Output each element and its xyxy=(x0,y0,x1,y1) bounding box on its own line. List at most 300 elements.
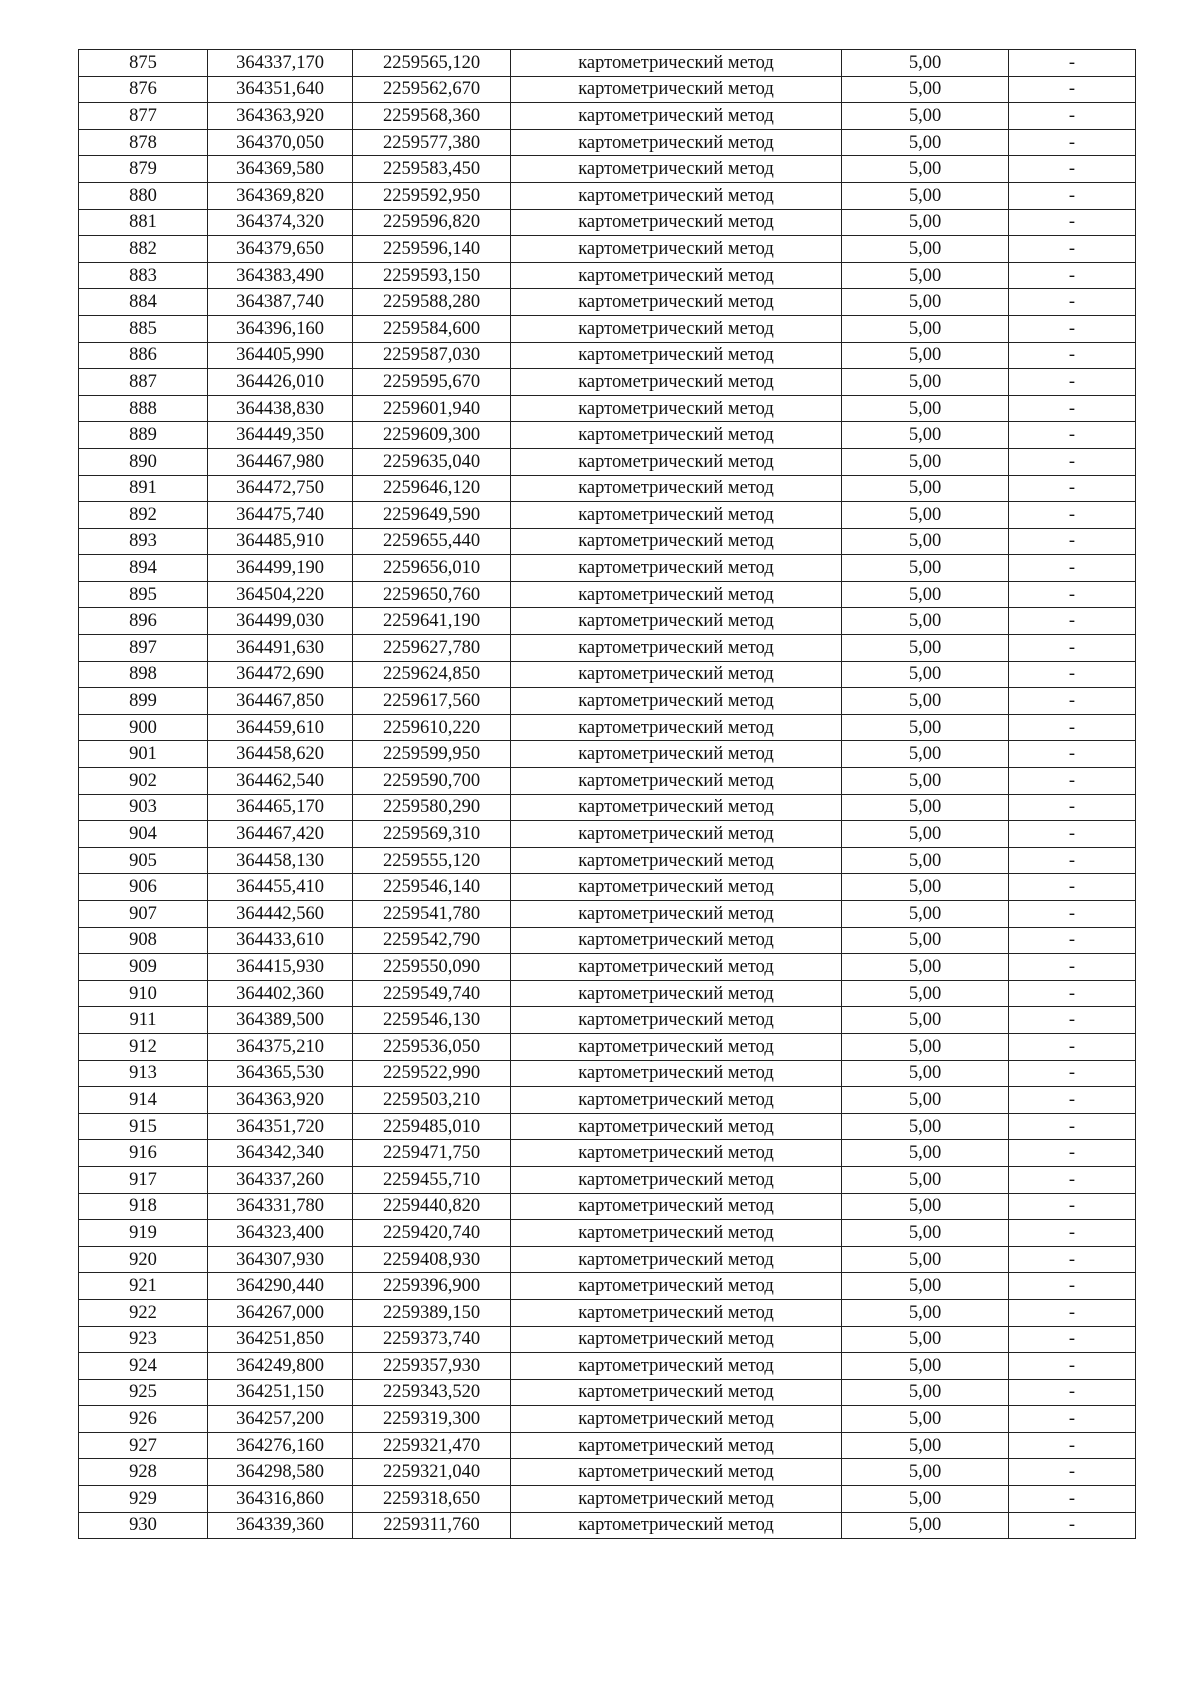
cell-note: - xyxy=(1009,581,1136,608)
cell-y-coordinate: 2259549,740 xyxy=(353,980,511,1007)
cell-method: картометрический метод xyxy=(511,156,842,183)
cell-y-coordinate: 2259562,670 xyxy=(353,76,511,103)
cell-note: - xyxy=(1009,1406,1136,1433)
table-row xyxy=(79,1432,1136,1459)
cell-method: картометрический метод xyxy=(511,768,842,795)
cell-accuracy: 5,00 xyxy=(842,1353,1009,1380)
cell-y-coordinate: 2259389,150 xyxy=(353,1299,511,1326)
cell-point-number: 924 xyxy=(79,1353,208,1380)
cell-x-coordinate: 364379,650 xyxy=(208,236,353,263)
cell-note: - xyxy=(1009,182,1136,209)
cell-y-coordinate: 2259542,790 xyxy=(353,927,511,954)
cell-point-number: 910 xyxy=(79,980,208,1007)
cell-method: картометрический метод xyxy=(511,475,842,502)
cell-x-coordinate: 364426,010 xyxy=(208,369,353,396)
cell-x-coordinate: 364472,750 xyxy=(208,475,353,502)
cell-x-coordinate: 364337,170 xyxy=(208,50,353,77)
cell-note: - xyxy=(1009,1273,1136,1300)
cell-note: - xyxy=(1009,1060,1136,1087)
cell-y-coordinate: 2259584,600 xyxy=(353,315,511,342)
cell-x-coordinate: 364475,740 xyxy=(208,502,353,529)
cell-accuracy: 5,00 xyxy=(842,528,1009,555)
cell-note: - xyxy=(1009,236,1136,263)
cell-accuracy: 5,00 xyxy=(842,1220,1009,1247)
cell-x-coordinate: 364396,160 xyxy=(208,315,353,342)
cell-accuracy: 5,00 xyxy=(842,209,1009,236)
cell-point-number: 904 xyxy=(79,821,208,848)
cell-accuracy: 5,00 xyxy=(842,1379,1009,1406)
cell-y-coordinate: 2259455,710 xyxy=(353,1166,511,1193)
cell-accuracy: 5,00 xyxy=(842,129,1009,156)
cell-y-coordinate: 2259590,700 xyxy=(353,768,511,795)
table-row xyxy=(79,768,1136,795)
cell-note: - xyxy=(1009,1033,1136,1060)
cell-note: - xyxy=(1009,342,1136,369)
cell-method: картометрический метод xyxy=(511,528,842,555)
cell-y-coordinate: 2259396,900 xyxy=(353,1273,511,1300)
cell-x-coordinate: 364491,630 xyxy=(208,635,353,662)
cell-accuracy: 5,00 xyxy=(842,1087,1009,1114)
cell-point-number: 884 xyxy=(79,289,208,316)
cell-x-coordinate: 364370,050 xyxy=(208,129,353,156)
cell-x-coordinate: 364307,930 xyxy=(208,1246,353,1273)
cell-note: - xyxy=(1009,1140,1136,1167)
cell-note: - xyxy=(1009,821,1136,848)
cell-y-coordinate: 2259587,030 xyxy=(353,342,511,369)
cell-accuracy: 5,00 xyxy=(842,236,1009,263)
table-row xyxy=(79,475,1136,502)
table-row xyxy=(79,1246,1136,1273)
cell-point-number: 929 xyxy=(79,1486,208,1513)
cell-accuracy: 5,00 xyxy=(842,156,1009,183)
cell-method: картометрический метод xyxy=(511,422,842,449)
cell-method: картометрический метод xyxy=(511,1087,842,1114)
cell-point-number: 927 xyxy=(79,1432,208,1459)
cell-y-coordinate: 2259541,780 xyxy=(353,901,511,928)
cell-method: картометрический метод xyxy=(511,236,842,263)
cell-point-number: 901 xyxy=(79,741,208,768)
table-row xyxy=(79,901,1136,928)
cell-method: картометрический метод xyxy=(511,448,842,475)
cell-y-coordinate: 2259536,050 xyxy=(353,1033,511,1060)
cell-note: - xyxy=(1009,262,1136,289)
cell-point-number: 908 xyxy=(79,927,208,954)
cell-note: - xyxy=(1009,980,1136,1007)
cell-note: - xyxy=(1009,369,1136,396)
cell-accuracy: 5,00 xyxy=(842,1140,1009,1167)
table-row xyxy=(79,1512,1136,1539)
cell-y-coordinate: 2259646,120 xyxy=(353,475,511,502)
cell-note: - xyxy=(1009,103,1136,130)
cell-x-coordinate: 364369,580 xyxy=(208,156,353,183)
cell-y-coordinate: 2259588,280 xyxy=(353,289,511,316)
cell-y-coordinate: 2259408,930 xyxy=(353,1246,511,1273)
table-row xyxy=(79,1379,1136,1406)
cell-accuracy: 5,00 xyxy=(842,980,1009,1007)
cell-method: картометрический метод xyxy=(511,980,842,1007)
cell-accuracy: 5,00 xyxy=(842,768,1009,795)
cell-note: - xyxy=(1009,528,1136,555)
cell-accuracy: 5,00 xyxy=(842,688,1009,715)
cell-method: картометрический метод xyxy=(511,1033,842,1060)
cell-point-number: 919 xyxy=(79,1220,208,1247)
cell-accuracy: 5,00 xyxy=(842,50,1009,77)
cell-point-number: 898 xyxy=(79,661,208,688)
cell-note: - xyxy=(1009,555,1136,582)
table-row xyxy=(79,369,1136,396)
table-row xyxy=(79,608,1136,635)
cell-x-coordinate: 364276,160 xyxy=(208,1432,353,1459)
cell-y-coordinate: 2259593,150 xyxy=(353,262,511,289)
cell-accuracy: 5,00 xyxy=(842,289,1009,316)
table-row xyxy=(79,555,1136,582)
cell-note: - xyxy=(1009,209,1136,236)
table-row xyxy=(79,874,1136,901)
cell-note: - xyxy=(1009,927,1136,954)
cell-note: - xyxy=(1009,1007,1136,1034)
cell-y-coordinate: 2259555,120 xyxy=(353,847,511,874)
table-row xyxy=(79,1406,1136,1433)
cell-point-number: 930 xyxy=(79,1512,208,1539)
cell-note: - xyxy=(1009,714,1136,741)
cell-point-number: 926 xyxy=(79,1406,208,1433)
cell-point-number: 917 xyxy=(79,1166,208,1193)
cell-y-coordinate: 2259321,470 xyxy=(353,1432,511,1459)
cell-method: картометрический метод xyxy=(511,1220,842,1247)
cell-y-coordinate: 2259595,670 xyxy=(353,369,511,396)
cell-accuracy: 5,00 xyxy=(842,1007,1009,1034)
cell-y-coordinate: 2259503,210 xyxy=(353,1087,511,1114)
cell-note: - xyxy=(1009,608,1136,635)
cell-method: картометрический метод xyxy=(511,182,842,209)
cell-x-coordinate: 364402,360 xyxy=(208,980,353,1007)
cell-accuracy: 5,00 xyxy=(842,1512,1009,1539)
cell-point-number: 878 xyxy=(79,129,208,156)
table-row xyxy=(79,1220,1136,1247)
cell-y-coordinate: 2259522,990 xyxy=(353,1060,511,1087)
table-row xyxy=(79,395,1136,422)
cell-x-coordinate: 364290,440 xyxy=(208,1273,353,1300)
cell-y-coordinate: 2259471,750 xyxy=(353,1140,511,1167)
cell-method: картометрический метод xyxy=(511,369,842,396)
cell-point-number: 918 xyxy=(79,1193,208,1220)
cell-accuracy: 5,00 xyxy=(842,448,1009,475)
cell-point-number: 922 xyxy=(79,1299,208,1326)
cell-method: картометрический метод xyxy=(511,1432,842,1459)
cell-y-coordinate: 2259601,940 xyxy=(353,395,511,422)
cell-accuracy: 5,00 xyxy=(842,1246,1009,1273)
cell-x-coordinate: 364337,260 xyxy=(208,1166,353,1193)
cell-note: - xyxy=(1009,688,1136,715)
cell-accuracy: 5,00 xyxy=(842,342,1009,369)
cell-note: - xyxy=(1009,661,1136,688)
cell-method: картометрический метод xyxy=(511,1140,842,1167)
table-row xyxy=(79,448,1136,475)
cell-method: картометрический метод xyxy=(511,76,842,103)
cell-x-coordinate: 364458,130 xyxy=(208,847,353,874)
cell-method: картометрический метод xyxy=(511,927,842,954)
cell-method: картометрический метод xyxy=(511,794,842,821)
cell-accuracy: 5,00 xyxy=(842,714,1009,741)
cell-note: - xyxy=(1009,475,1136,502)
cell-method: картометрический метод xyxy=(511,502,842,529)
cell-method: картометрический метод xyxy=(511,1060,842,1087)
cell-x-coordinate: 364383,490 xyxy=(208,262,353,289)
cell-y-coordinate: 2259420,740 xyxy=(353,1220,511,1247)
table-row xyxy=(79,794,1136,821)
cell-y-coordinate: 2259627,780 xyxy=(353,635,511,662)
cell-x-coordinate: 364459,610 xyxy=(208,714,353,741)
cell-point-number: 879 xyxy=(79,156,208,183)
table-row xyxy=(79,1140,1136,1167)
cell-y-coordinate: 2259617,560 xyxy=(353,688,511,715)
table-row xyxy=(79,129,1136,156)
cell-method: картометрический метод xyxy=(511,1406,842,1433)
cell-point-number: 887 xyxy=(79,369,208,396)
cell-point-number: 915 xyxy=(79,1113,208,1140)
cell-x-coordinate: 364472,690 xyxy=(208,661,353,688)
table-row xyxy=(79,1193,1136,1220)
cell-method: картометрический метод xyxy=(511,874,842,901)
cell-note: - xyxy=(1009,156,1136,183)
cell-method: картометрический метод xyxy=(511,555,842,582)
cell-accuracy: 5,00 xyxy=(842,76,1009,103)
cell-accuracy: 5,00 xyxy=(842,874,1009,901)
cell-point-number: 909 xyxy=(79,954,208,981)
table-row xyxy=(79,342,1136,369)
cell-accuracy: 5,00 xyxy=(842,1486,1009,1513)
cell-x-coordinate: 364387,740 xyxy=(208,289,353,316)
cell-y-coordinate: 2259610,220 xyxy=(353,714,511,741)
table-row xyxy=(79,422,1136,449)
cell-point-number: 911 xyxy=(79,1007,208,1034)
cell-point-number: 906 xyxy=(79,874,208,901)
table-row xyxy=(79,688,1136,715)
table-row xyxy=(79,315,1136,342)
cell-x-coordinate: 364467,420 xyxy=(208,821,353,848)
cell-x-coordinate: 364365,530 xyxy=(208,1060,353,1087)
cell-x-coordinate: 364342,340 xyxy=(208,1140,353,1167)
table-row xyxy=(79,581,1136,608)
cell-note: - xyxy=(1009,315,1136,342)
cell-method: картометрический метод xyxy=(511,714,842,741)
cell-accuracy: 5,00 xyxy=(842,1060,1009,1087)
cell-x-coordinate: 364449,350 xyxy=(208,422,353,449)
cell-y-coordinate: 2259641,190 xyxy=(353,608,511,635)
cell-point-number: 891 xyxy=(79,475,208,502)
cell-method: картометрический метод xyxy=(511,1486,842,1513)
cell-method: картометрический метод xyxy=(511,847,842,874)
cell-y-coordinate: 2259546,130 xyxy=(353,1007,511,1034)
cell-point-number: 893 xyxy=(79,528,208,555)
cell-note: - xyxy=(1009,129,1136,156)
cell-note: - xyxy=(1009,1459,1136,1486)
cell-method: картометрический метод xyxy=(511,1512,842,1539)
cell-point-number: 896 xyxy=(79,608,208,635)
cell-y-coordinate: 2259440,820 xyxy=(353,1193,511,1220)
cell-x-coordinate: 364375,210 xyxy=(208,1033,353,1060)
table-row xyxy=(79,954,1136,981)
cell-y-coordinate: 2259656,010 xyxy=(353,555,511,582)
cell-accuracy: 5,00 xyxy=(842,369,1009,396)
cell-method: картометрический метод xyxy=(511,1193,842,1220)
cell-accuracy: 5,00 xyxy=(842,1299,1009,1326)
cell-accuracy: 5,00 xyxy=(842,954,1009,981)
cell-y-coordinate: 2259546,140 xyxy=(353,874,511,901)
cell-method: картометрический метод xyxy=(511,103,842,130)
cell-point-number: 892 xyxy=(79,502,208,529)
table-row xyxy=(79,1060,1136,1087)
table-row xyxy=(79,635,1136,662)
cell-y-coordinate: 2259565,120 xyxy=(353,50,511,77)
cell-accuracy: 5,00 xyxy=(842,422,1009,449)
cell-accuracy: 5,00 xyxy=(842,901,1009,928)
cell-note: - xyxy=(1009,954,1136,981)
cell-y-coordinate: 2259649,590 xyxy=(353,502,511,529)
table-row xyxy=(79,1033,1136,1060)
cell-y-coordinate: 2259635,040 xyxy=(353,448,511,475)
cell-note: - xyxy=(1009,395,1136,422)
cell-x-coordinate: 364339,360 xyxy=(208,1512,353,1539)
table-row xyxy=(79,1326,1136,1353)
cell-y-coordinate: 2259319,300 xyxy=(353,1406,511,1433)
cell-accuracy: 5,00 xyxy=(842,315,1009,342)
cell-note: - xyxy=(1009,1220,1136,1247)
table-row xyxy=(79,156,1136,183)
cell-point-number: 889 xyxy=(79,422,208,449)
cell-y-coordinate: 2259596,820 xyxy=(353,209,511,236)
cell-x-coordinate: 364363,920 xyxy=(208,1087,353,1114)
cell-note: - xyxy=(1009,1113,1136,1140)
cell-note: - xyxy=(1009,635,1136,662)
cell-accuracy: 5,00 xyxy=(842,741,1009,768)
cell-point-number: 875 xyxy=(79,50,208,77)
table-row xyxy=(79,1299,1136,1326)
table-row xyxy=(79,1486,1136,1513)
coordinates-table-body xyxy=(79,50,1136,1539)
cell-method: картометрический метод xyxy=(511,741,842,768)
cell-point-number: 897 xyxy=(79,635,208,662)
table-row xyxy=(79,980,1136,1007)
table-row xyxy=(79,1007,1136,1034)
cell-method: картометрический метод xyxy=(511,608,842,635)
cell-point-number: 877 xyxy=(79,103,208,130)
cell-accuracy: 5,00 xyxy=(842,395,1009,422)
cell-note: - xyxy=(1009,1299,1136,1326)
cell-method: картометрический метод xyxy=(511,581,842,608)
cell-x-coordinate: 364351,640 xyxy=(208,76,353,103)
table-row xyxy=(79,182,1136,209)
cell-y-coordinate: 2259583,450 xyxy=(353,156,511,183)
table-row xyxy=(79,661,1136,688)
cell-method: картометрический метод xyxy=(511,901,842,928)
cell-y-coordinate: 2259650,760 xyxy=(353,581,511,608)
cell-method: картометрический метод xyxy=(511,661,842,688)
table-row xyxy=(79,1087,1136,1114)
cell-y-coordinate: 2259580,290 xyxy=(353,794,511,821)
cell-x-coordinate: 364458,620 xyxy=(208,741,353,768)
cell-x-coordinate: 364323,400 xyxy=(208,1220,353,1247)
cell-method: картометрический метод xyxy=(511,1353,842,1380)
cell-method: картометрический метод xyxy=(511,1166,842,1193)
cell-y-coordinate: 2259373,740 xyxy=(353,1326,511,1353)
cell-x-coordinate: 364389,500 xyxy=(208,1007,353,1034)
cell-accuracy: 5,00 xyxy=(842,1326,1009,1353)
cell-method: картометрический метод xyxy=(511,1273,842,1300)
cell-y-coordinate: 2259592,950 xyxy=(353,182,511,209)
cell-accuracy: 5,00 xyxy=(842,1166,1009,1193)
cell-x-coordinate: 364455,410 xyxy=(208,874,353,901)
table-row xyxy=(79,847,1136,874)
cell-method: картометрический метод xyxy=(511,635,842,662)
cell-point-number: 903 xyxy=(79,794,208,821)
cell-point-number: 914 xyxy=(79,1087,208,1114)
cell-x-coordinate: 364251,850 xyxy=(208,1326,353,1353)
cell-y-coordinate: 2259624,850 xyxy=(353,661,511,688)
cell-point-number: 905 xyxy=(79,847,208,874)
cell-x-coordinate: 364467,980 xyxy=(208,448,353,475)
cell-accuracy: 5,00 xyxy=(842,608,1009,635)
table-row xyxy=(79,821,1136,848)
cell-x-coordinate: 364485,910 xyxy=(208,528,353,555)
cell-accuracy: 5,00 xyxy=(842,555,1009,582)
cell-point-number: 895 xyxy=(79,581,208,608)
cell-x-coordinate: 364351,720 xyxy=(208,1113,353,1140)
cell-x-coordinate: 364251,150 xyxy=(208,1379,353,1406)
cell-x-coordinate: 364374,320 xyxy=(208,209,353,236)
cell-point-number: 880 xyxy=(79,182,208,209)
cell-note: - xyxy=(1009,768,1136,795)
cell-method: картометрический метод xyxy=(511,1007,842,1034)
cell-y-coordinate: 2259568,360 xyxy=(353,103,511,130)
cell-x-coordinate: 364257,200 xyxy=(208,1406,353,1433)
cell-x-coordinate: 364499,190 xyxy=(208,555,353,582)
cell-accuracy: 5,00 xyxy=(842,661,1009,688)
cell-x-coordinate: 364331,780 xyxy=(208,1193,353,1220)
cell-note: - xyxy=(1009,901,1136,928)
cell-note: - xyxy=(1009,1486,1136,1513)
cell-x-coordinate: 364267,000 xyxy=(208,1299,353,1326)
table-row xyxy=(79,236,1136,263)
table-row xyxy=(79,1353,1136,1380)
cell-note: - xyxy=(1009,1379,1136,1406)
cell-accuracy: 5,00 xyxy=(842,182,1009,209)
cell-point-number: 894 xyxy=(79,555,208,582)
cell-y-coordinate: 2259550,090 xyxy=(353,954,511,981)
table-row xyxy=(79,76,1136,103)
cell-y-coordinate: 2259609,300 xyxy=(353,422,511,449)
cell-point-number: 886 xyxy=(79,342,208,369)
cell-note: - xyxy=(1009,1166,1136,1193)
cell-y-coordinate: 2259321,040 xyxy=(353,1459,511,1486)
cell-y-coordinate: 2259343,520 xyxy=(353,1379,511,1406)
cell-accuracy: 5,00 xyxy=(842,103,1009,130)
table-row xyxy=(79,209,1136,236)
cell-y-coordinate: 2259357,930 xyxy=(353,1353,511,1380)
cell-x-coordinate: 364363,920 xyxy=(208,103,353,130)
cell-point-number: 916 xyxy=(79,1140,208,1167)
cell-method: картометрический метод xyxy=(511,954,842,981)
cell-accuracy: 5,00 xyxy=(842,847,1009,874)
cell-accuracy: 5,00 xyxy=(842,821,1009,848)
cell-note: - xyxy=(1009,1432,1136,1459)
cell-note: - xyxy=(1009,448,1136,475)
cell-point-number: 925 xyxy=(79,1379,208,1406)
table-row xyxy=(79,1113,1136,1140)
cell-point-number: 920 xyxy=(79,1246,208,1273)
cell-note: - xyxy=(1009,289,1136,316)
cell-note: - xyxy=(1009,874,1136,901)
